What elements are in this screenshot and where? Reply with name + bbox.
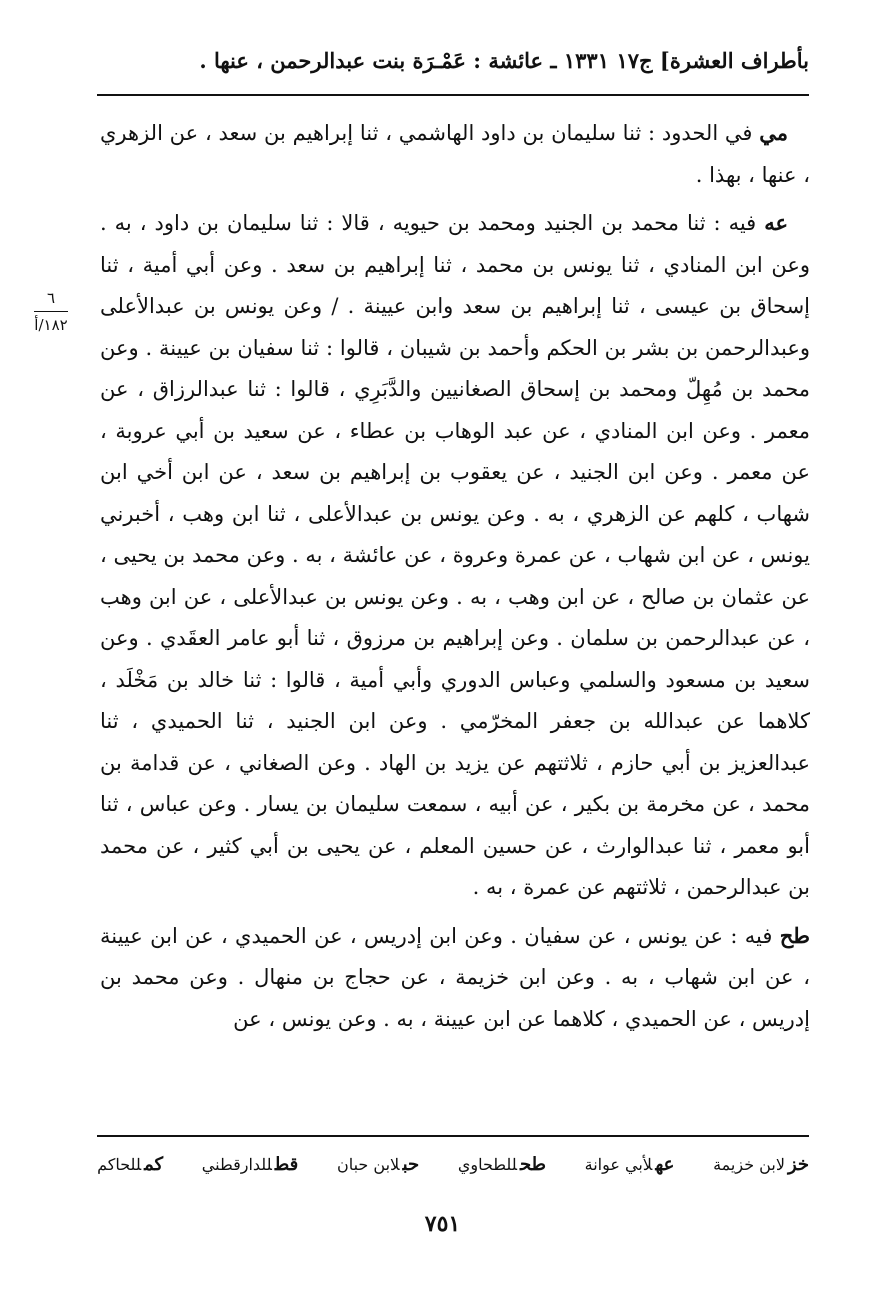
- paragraph-text: في الحدود : ثنا سليمان بن داود الهاشمي ، ثنا إبراهيم بن سعد ، عن الزهري ، عنها ، بهذا .: [100, 121, 810, 187]
- key-abbr: كم: [144, 1154, 164, 1175]
- margin-note-rule: [34, 311, 68, 312]
- key-expl: للدارقطني: [201, 1155, 272, 1174]
- key-abbr: خز: [787, 1154, 809, 1175]
- paragraph-mi: [100, 112, 810, 196]
- header-section-title: ١٣٣١ ـ عائشة : عَمْـرَة بنت عبدالرحمن ، عنها .: [199, 48, 609, 73]
- page-number: ٧٥١: [424, 1211, 461, 1237]
- footnote-rule: [97, 1135, 809, 1137]
- main-text: [100, 112, 810, 1040]
- header-volume-title: بأطراف العشرة] ج١٧: [616, 48, 809, 73]
- paragraph-text: فيه : ثنا محمد بن الجنيد ومحمد بن حيويه ، قالا : ثنا سليمان بن داود ، به . وعن ابن المنادي ، ثنا يونس بن محمد ، ثنا إبراهيم بن سعد . وعن أبي أمية ، ثنا إسحاق بن عيسى ، ثنا إبراهيم بن سعد وابن عيينة . / وعن يونس بن عبدالأعلى وعبدالرحمن بن بشر بن الحكم وأحمد بن شيبان ، قالوا : ثنا سفيان بن عيينة . وعن محمد بن مُهِلّ ومحمد بن إسحاق الصغانيين والدَّبَرِي ، قالوا : ثنا عبدالرزاق ، عن معمر . وعن ابن المنادي ، عن عبد الوهاب بن عطاء ، عن سعيد بن أبي عروبة ، عن معمر . وعن ابن الجنيد ، عن يعقوب بن إبراهيم بن سعد ، عن ابن أخي ابن شهاب ، كلهم عن الزهري ، به . وعن يونس بن عبدالأعلى ، ثنا ابن وهب ، أخبرني يونس ، عن ابن شهاب ، عن عمرة وعروة ، عن عائشة ، به . وعن محمد بن يحيى ، عن عثمان بن صالح ، عن ابن وهب ، به . وعن يونس بن عبدالأعلى ، عن ابن وهب ، عن عبدالرحمن بن سلمان . وعن إبراهيم بن مرزوق ، ثنا أبو عامر العقَدي . وعن سعيد بن مسعود والسلمي وعباس الدوري وأبي أمية ، قالوا : ثنا خالد بن مَخْلَد ، كلاهما عن عبدالله بن جعفر المخرّمي . وعن ابن الجنيد ، ثنا الحميدي ، ثنا عبدالعزيز بن أبي حازم ، ثلاثتهم عن يزيد بن الهاد . وعن الصغاني ، عن قدامة بن محمد ، عن مخرمة بن بكير ، عن أبيه ، سمعت سليمان بن يسار . وعن عباس ، ثنا أبو معمر ، ثنا عبدالوارث ، عن حسين المعلم ، عن يحيى بن أبي كثير ، عن محمد بن عبدالرحمن ، ثلاثتهم عن عمرة ، به .: [100, 211, 810, 899]
- key-expl: للطحاوي: [457, 1155, 517, 1174]
- header-rule: [97, 94, 809, 96]
- key-abbr: طح: [520, 1154, 546, 1175]
- running-header: [97, 44, 809, 78]
- key-abbr: عه: [655, 1154, 675, 1175]
- key-entry: [337, 1150, 419, 1180]
- key-expl: لأبي عوانة: [584, 1155, 653, 1174]
- margin-folio-note: [26, 288, 76, 335]
- source-siglum: مي: [759, 120, 788, 145]
- paragraph-th: [100, 915, 810, 1041]
- source-siglum: عه: [764, 210, 788, 235]
- key-entry: [202, 1150, 298, 1180]
- key-entry: [585, 1150, 675, 1180]
- margin-note-number: ٦: [46, 289, 56, 307]
- key-entry: [97, 1150, 163, 1180]
- key-expl: للحاكم: [97, 1155, 142, 1174]
- paragraph-text: فيه : عن يونس ، عن سفيان . وعن ابن إدريس ، عن الحميدي ، عن ابن عيينة ، عن ابن شهاب ، به . وعن ابن خزيمة ، عن حجاج بن منهال . وعن محمد بن إدريس ، عن الحميدي ، كلاهما عن ابن عيينة ، به . وعن يونس ، عن: [100, 923, 810, 1031]
- source-siglum: طح: [779, 922, 810, 948]
- key-expl: لابن حبان: [336, 1155, 400, 1174]
- key-entry: [458, 1150, 546, 1180]
- abbreviation-key: [97, 1150, 809, 1180]
- key-expl: لابن خزيمة: [713, 1155, 785, 1174]
- paragraph-ah: [100, 202, 810, 909]
- key-abbr: قط: [274, 1154, 299, 1175]
- margin-note-folio: ١٨٢/أ: [34, 316, 68, 334]
- key-abbr: حب: [402, 1154, 420, 1175]
- key-entry: [713, 1150, 809, 1180]
